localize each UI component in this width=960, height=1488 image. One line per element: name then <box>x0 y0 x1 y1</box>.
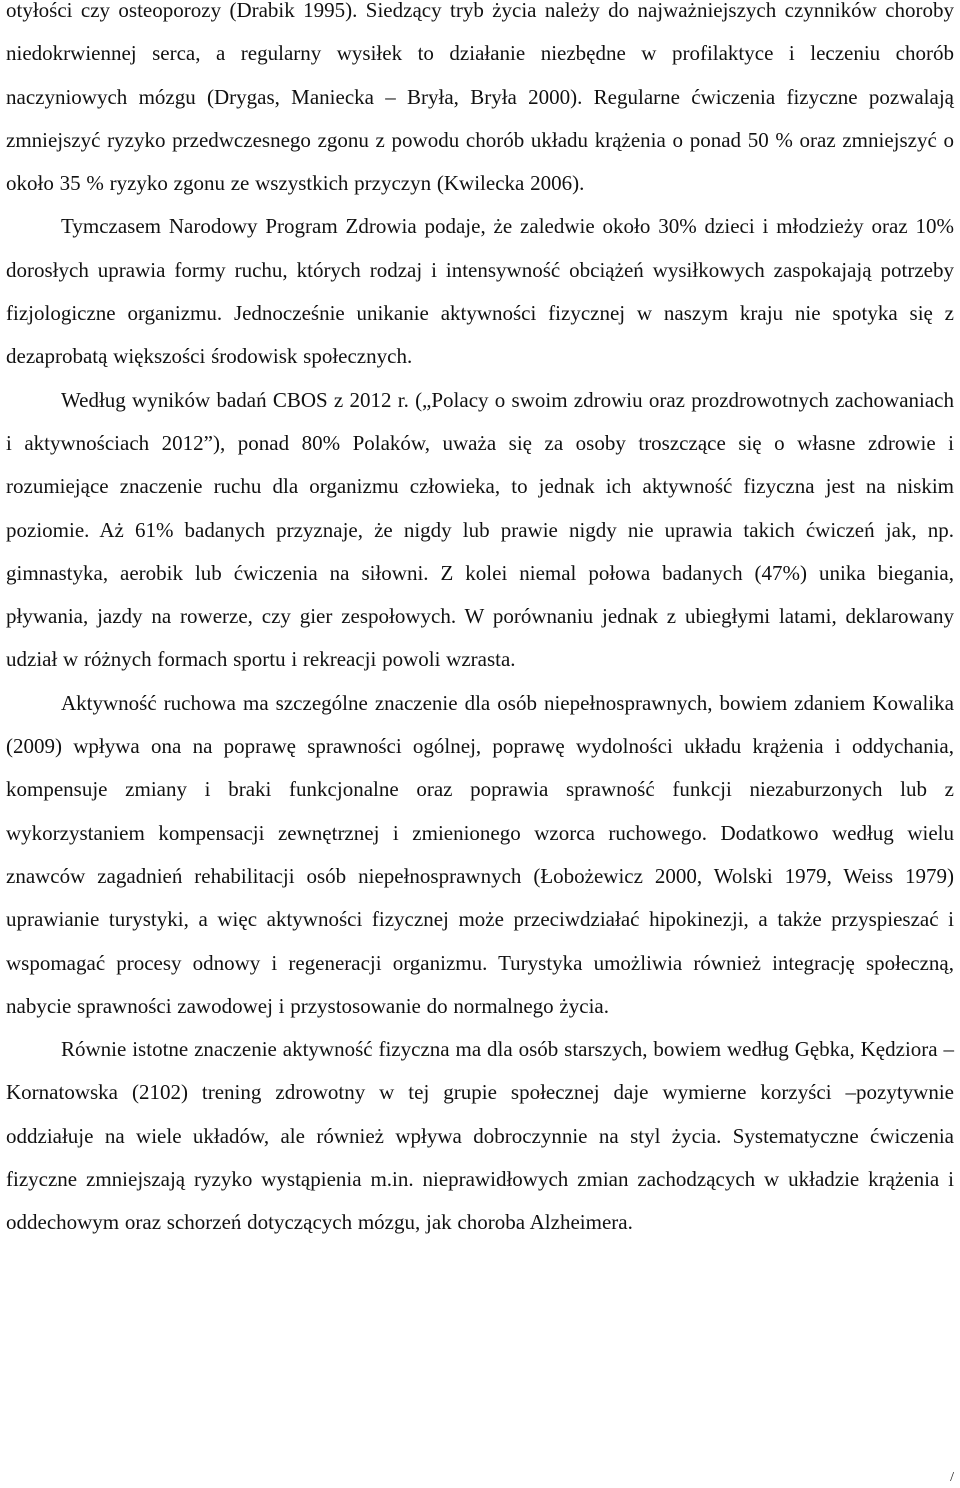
paragraph-1: otyłości czy osteoporozy (Drabik 1995). Siedzący tryb życia należy do najważniejszych czynników choroby niedokrwiennej serca, a regularny wysiłek to działanie niezbędne w profilaktyce i leczeniu chorób naczyniowych mózgu (Drygas, Maniecka – Bryła, Bryła 2000). Regularne ćwiczenia fizyczne pozwalają zmniejszyć ryzyko przedwczesnego zgonu z powodu chorób układu krążenia o ponad 50 % oraz zmniejszyć o około 35 % ryzyko zgonu ze wszystkich przyczyn (Kwilecka 2006). <box>6 0 954 196</box>
paragraph-3: Według wyników badań CBOS z 2012 r. („Polacy o swoim zdrowiu oraz prozdrowotnych zachowaniach i aktywnościach 2012”), ponad 80% Polaków, uważa się za osoby troszczące się o własne zdrowie i rozumiejące znaczenie ruchu dla organizmu człowieka, to jednak ich aktywność fizyczna jest na niskim poziomie. Aż 61% badanych przyznaje, że nigdy lub prawie nigdy nie uprawia takich ćwiczeń jak, np. gimnastyka, aerobik lub ćwiczenia na siłowni. Z kolei niemal połowa badanych (47%) unika biegania, pływania, jazdy na rowerze, czy gier zespołowych. W porównaniu jednak z ubiegłymi latami, deklarowany udział w różnych formach sportu i rekreacji powoli wzrasta. <box>6 387 954 672</box>
paragraph-2: Tymczasem Narodowy Program Zdrowia podaje, że zaledwie około 30% dzieci i młodzieży oraz 10% dorosłych uprawia formy ruchu, których rodzaj i intensywność obciążeń wysiłkowych zaspokajają potrzeby fizjologiczne organizmu. Jednocześnie unikanie aktywności fizycznej w naszym kraju nie spotyka się z dezaprobatą większości środowisk społecznych. <box>6 214 954 369</box>
paragraph-4: Aktywność ruchowa ma szczególne znaczenie dla osób niepełnosprawnych, bowiem zdaniem Kowalika (2009) wpływa ona na poprawę sprawności ogólnej, poprawę wydolności układu krążenia i oddychania, kompensuje zmiany i braki funkcjonalne oraz poprawia sprawność funkcji niezaburzonych lub z wykorzystaniem kompensacji zewnętrznej i zmienionego wzorca ruchowego. Dodatkowo według wielu znawców zagadnień rehabilitacji osób niepełnosprawnych (Łobożewicz 2000, Wolski 1979, Weiss 1979) uprawianie turystyki, a więc aktywności fizycznej może przeciwdziałać hipokinezji, a także przyspieszać i wspomagać procesy odnowy i regeneracji organizmu. Turystyka umożliwia również integrację społeczną, nabycie sprawności zawodowej i przystosowanie do normalnego życia. <box>6 690 954 1018</box>
document-body <box>6 0 954 1245</box>
page-corner-mark: / <box>950 1470 954 1485</box>
paragraph-5: Równie istotne znaczenie aktywność fizyczna ma dla osób starszych, bowiem według Gębka, Kędziora – Kornatowska (2102) trening zdrowotny w tej grupie społecznej daje wymierne korzyści –pozytywnie oddziałuje na wiele układów, ale również wpływa dobroczynnie na styl życia. Systematyczne ćwiczenia fizyczne zmniejszają ryzyko wystąpienia m.in. nieprawidłowych zmian zachodzących w układzie krążenia i oddechowym oraz schorzeń dotyczących mózgu, jak choroba Alzheimera. <box>6 1037 954 1235</box>
